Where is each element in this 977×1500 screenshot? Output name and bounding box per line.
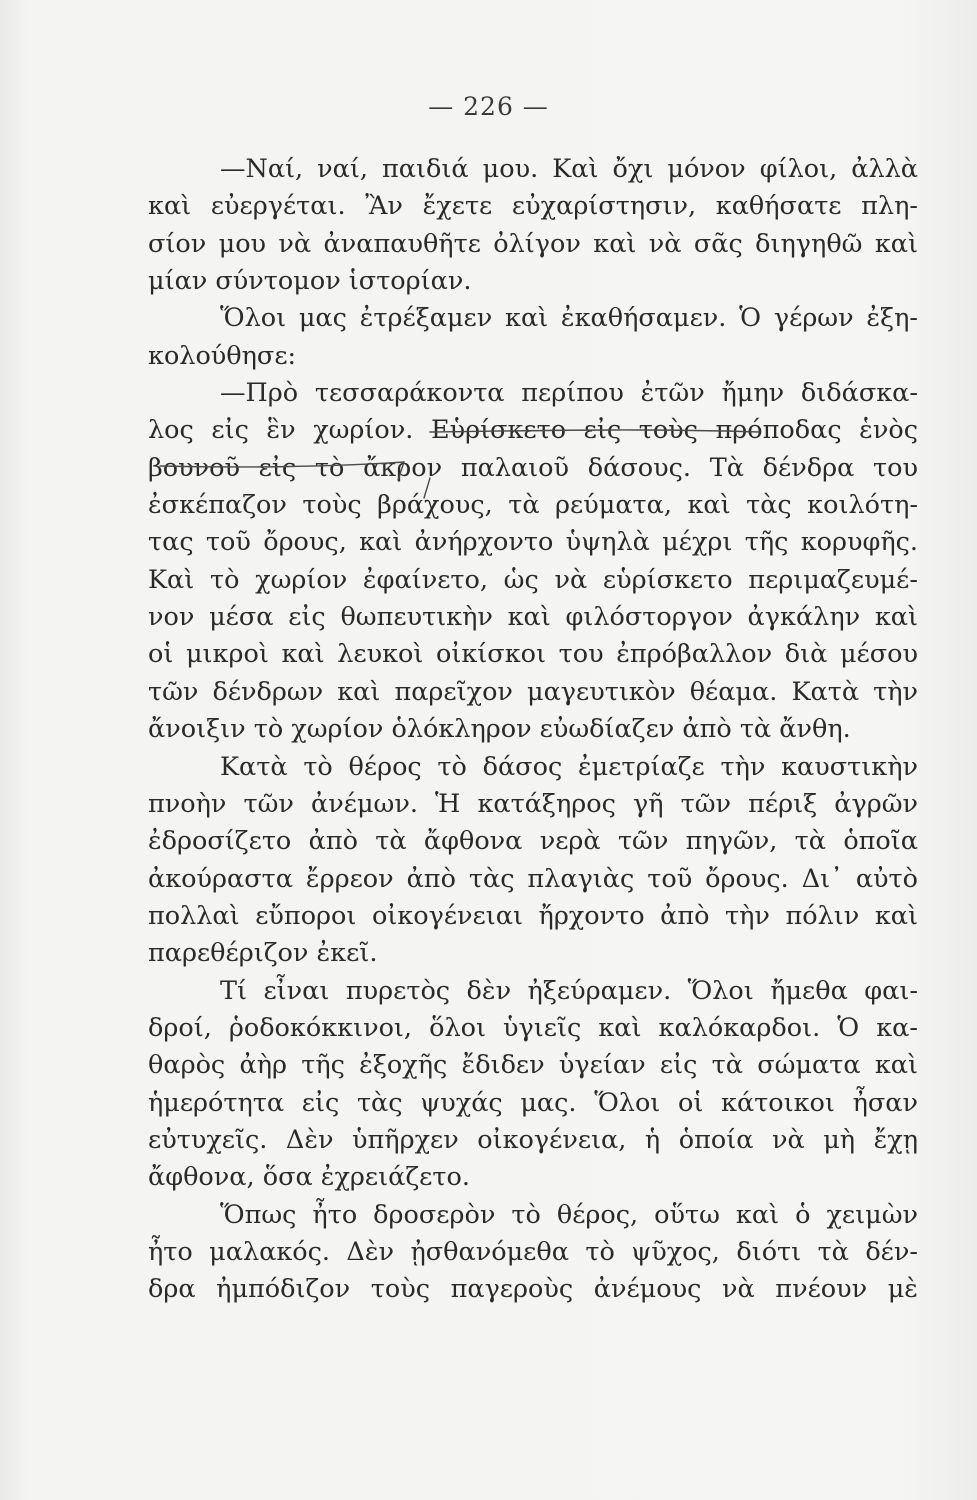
text-line: ἀκούραστα ἔρρεον ἀπὸ τὰς πλαγιὰς τοῦ ὄρους. Δι᾿ αὐτὸ [148,863,918,894]
text-line: ἐσκέπαζον τοὺς βράχους, τὰ ρεύματα, καὶ τὰς κοιλότη- [148,490,918,521]
text-line: τας τοῦ ὄρους, καὶ ἀνήρχοντο ὑψηλὰ μέχρι τῆς κορυφῆς. [148,527,918,558]
paragraph [148,1197,918,1309]
text-line: εὐτυχεῖς. Δὲν ὑπῆρχεν οἰκογένεια, ἡ ὁποία νὰ μὴ ἔχῃ [148,1124,918,1155]
paragraph [148,375,918,748]
text-line: σίον μου νὰ ἀναπαυθῆτε ὀλίγον καὶ νὰ σᾶς διηγηθῶ καὶ [148,228,918,259]
text-line: τῶν δένδρων καὶ παρεῖχον μαγευτικὸν θέαμα. Κατὰ τὴν [148,676,918,707]
text-line: ἡμερότητα εἰς τὰς ψυχάς μας. Ὅλοι οἱ κάτοικοι ἦσαν [148,1087,918,1118]
text-line: ἄνοιξιν τὸ χωρίον ὁλόκληρον εὐωδίαζεν ἀπὸ τὰ ἄνθη. [148,714,851,745]
text-line: Ὅλοι μας ἐτρέξαμεν καὶ ἐκαθήσαμεν. Ὁ γέρων ἐξη- [220,303,918,334]
text-line: Κατὰ τὸ θέρος τὸ δάσος ἐμετρίαζε τὴν καυστικὴν [220,751,918,782]
text-line: δρα ἠμπόδιζον τοὺς παγεροὺς ἀνέμους νὰ πνέουν μὲ [148,1274,918,1305]
text-line: θαρὸς ἀὴρ τῆς ἐξοχῆς ἔδιδεν ὑγείαν εἰς τὰ σώματα καὶ [148,1050,918,1081]
text-line: ἐδροσίζετο ἀπὸ τὰ ἄφθονα νερὰ τῶν πηγῶν, τὰ ὁποῖα [148,826,918,857]
body-text [148,151,918,1309]
text-line: νον μέσα εἰς θωπευτικὴν καὶ φιλόστοργον ἀγκάλην καὶ [148,602,918,633]
text-line: λος εἰς ἓν χωρίον. Εὑρίσκετο εἰς τοὺς πρόποδας ἑνὸς [148,415,918,446]
text-line: οἱ μικροὶ καὶ λευκοὶ οἰκίσκοι του ἐπρόβαλλον διὰ μέσου [148,639,918,670]
text-line: Ὅπως ἦτο δροσερὸν τὸ θέρος, οὕτω καὶ ὁ χειμὼν [220,1199,918,1230]
text-line: Τί εἶναι πυρετὸς δὲν ἠξεύραμεν. Ὅλοι ἤμεθα φαι- [220,975,918,1006]
paragraph [148,151,918,300]
paragraph [148,749,918,973]
text-line: —Πρὸ τεσσαράκοντα περίπου ἐτῶν ἤμην διδάσκα- [220,378,918,409]
text-line: καὶ εὐεργέται. Ἂν ἔχετε εὐχαρίστησιν, καθήσατε πλη- [148,191,918,222]
text-line: Καὶ τὸ χωρίον ἐφαίνετο, ὡς νὰ εὑρίσκετο περιμαζευμέ- [148,564,918,595]
text-line: βουνοῦ εἰς τὸ ἄκρον παλαιοῦ δάσους. Τὰ δένδρα του [148,452,918,483]
page-number: — 226 — [428,92,549,121]
text-line: δροί, ῥοδοκόκκινοι, ὅλοι ὑγιεῖς καὶ καλόκαρδοι. Ὁ κα- [148,1012,918,1043]
text-line: πνοὴν τῶν ἀνέμων. Ἡ κατάξηρος γῆ τῶν πέριξ ἀγρῶν [148,788,918,819]
text-line: ἄφθονα, ὅσα ἐχρειάζετο. [148,1162,470,1193]
text-line: —Ναί, ναί, παιδιά μου. Καὶ ὄχι μόνον φίλοι, ἀλλὰ [220,154,918,184]
text-line: πολλαὶ εὔποροι οἰκογένειαι ἤρχοντο ἀπὸ τὴν πόλιν καὶ [148,900,918,931]
text-line: ἦτο μαλακός. Δὲν ᾐσθανόμεθα τὸ ψῦχος, διότι τὰ δέν- [148,1236,918,1267]
text-line: παρεθέριζον ἐκεῖ. [148,938,378,969]
text-line: κολούθησε: [148,340,297,371]
paragraph [148,973,918,1197]
paragraph [148,300,918,375]
text-line: μίαν σύντομον ἱστορίαν. [148,266,472,297]
